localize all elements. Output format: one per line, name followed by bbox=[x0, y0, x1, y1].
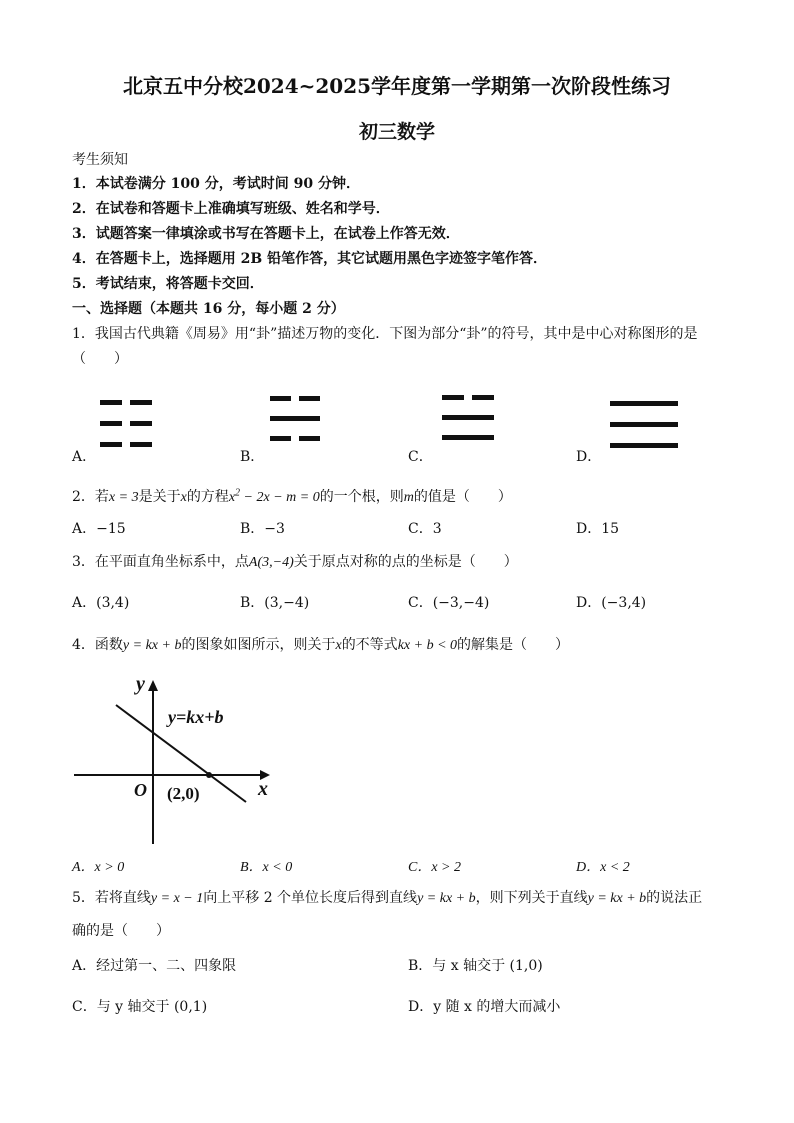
q4-option-c: C．x > 2 bbox=[408, 860, 461, 875]
notice-item-4: 4．在答题卡上，选择题用 2B 铅笔作答，其它试题用黑色字迹签字笔作答． bbox=[72, 251, 548, 267]
q1-stem: 1．我国古代典籍《周易》用“卦”描述万物的变化．下图为部分“卦”的符号，其中是中心对称图形的是 bbox=[72, 326, 698, 342]
q2-option-d: D．15 bbox=[576, 521, 620, 537]
q5-option-d: D．y 随 x 的增大而减小 bbox=[408, 999, 561, 1015]
line-label: y=kx+b bbox=[168, 707, 224, 727]
q3-option-c: C．(−3,−4) bbox=[408, 595, 490, 611]
q5-stem-line2: 确的是（ ） bbox=[72, 923, 170, 939]
gua-symbol-d bbox=[610, 401, 678, 451]
x-axis-label: x bbox=[258, 778, 268, 800]
q3-stem: 3．在平面直角坐标系中，点A(3,−4)关于原点对称的点的坐标是（ ） bbox=[72, 554, 518, 570]
q3-option-a: A．(3,4) bbox=[72, 595, 130, 611]
notice-item-1: 1．本试卷满分 100 分，考试时间 90 分钟． bbox=[72, 176, 360, 192]
q1-option-a: A． bbox=[72, 449, 97, 465]
notice-heading: 考生须知 bbox=[72, 152, 128, 168]
q2-option-a: A．−15 bbox=[72, 521, 126, 537]
q5-option-b: B．与 x 轴交于 (1,0) bbox=[408, 958, 543, 974]
q3-option-b: B．(3,−4) bbox=[240, 595, 310, 611]
gua-symbol-b bbox=[270, 396, 320, 446]
point-label: (2,0) bbox=[167, 784, 200, 803]
notice-item-5: 5．考试结束，将答题卡交回． bbox=[72, 276, 264, 292]
page-subtitle: 初三数学 bbox=[358, 121, 435, 143]
page-title: 北京五中分校2024~2025学年度第一学期第一次阶段性练习 bbox=[122, 74, 672, 98]
q4-option-a: A．x > 0 bbox=[72, 860, 125, 875]
notice-item-3: 3．试题答案一律填涂或书写在答题卡上，在试卷上作答无效． bbox=[72, 226, 460, 242]
q4-option-b: B．x < 0 bbox=[240, 860, 293, 875]
y-axis-arrow-icon bbox=[148, 680, 158, 691]
notice-item-2: 2．在试卷和答题卡上准确填写班级、姓名和学号． bbox=[72, 201, 390, 217]
gua-symbol-c bbox=[442, 395, 494, 445]
q1-stem-paren: （ ） bbox=[72, 351, 128, 367]
q5-option-a: A．经过第一、二、四象限 bbox=[72, 958, 237, 974]
q3-option-d: D．(−3,4) bbox=[576, 595, 647, 611]
q5-stem: 5．若将直线y = x − 1向上平移 2 个单位长度后得到直线y = kx + b，则下列关于直线y = kx + b的说法正 bbox=[72, 890, 703, 906]
q1-option-d: D． bbox=[576, 449, 602, 465]
q2-option-c: C．3 bbox=[408, 521, 442, 537]
q2-stem: 2．若x = 3是关于x的方程$x^2 - 2x - m = 0$的一个根，则m的值是（ ） bbox=[72, 487, 512, 505]
q4-stem: 4．函数y = kx + b的图象如图所示，则关于x的不等式kx + b < 0的解集是（ ） bbox=[72, 637, 570, 653]
q5-option-c: C．与 y 轴交于 (0,1) bbox=[72, 999, 208, 1015]
gua-symbol-a bbox=[100, 400, 152, 450]
q1-option-c: C． bbox=[408, 449, 433, 465]
y-axis-label: y bbox=[136, 673, 145, 695]
q4-option-d: D．x < 2 bbox=[576, 860, 630, 875]
q2-option-b: B．−3 bbox=[240, 521, 285, 537]
section-heading: 一、选择题（本题共 16 分，每小题 2 分） bbox=[72, 301, 345, 317]
origin-label: O bbox=[134, 780, 147, 800]
q4-function-graph bbox=[70, 668, 280, 848]
intercept-point bbox=[206, 772, 212, 778]
q1-option-b: B． bbox=[240, 449, 265, 465]
